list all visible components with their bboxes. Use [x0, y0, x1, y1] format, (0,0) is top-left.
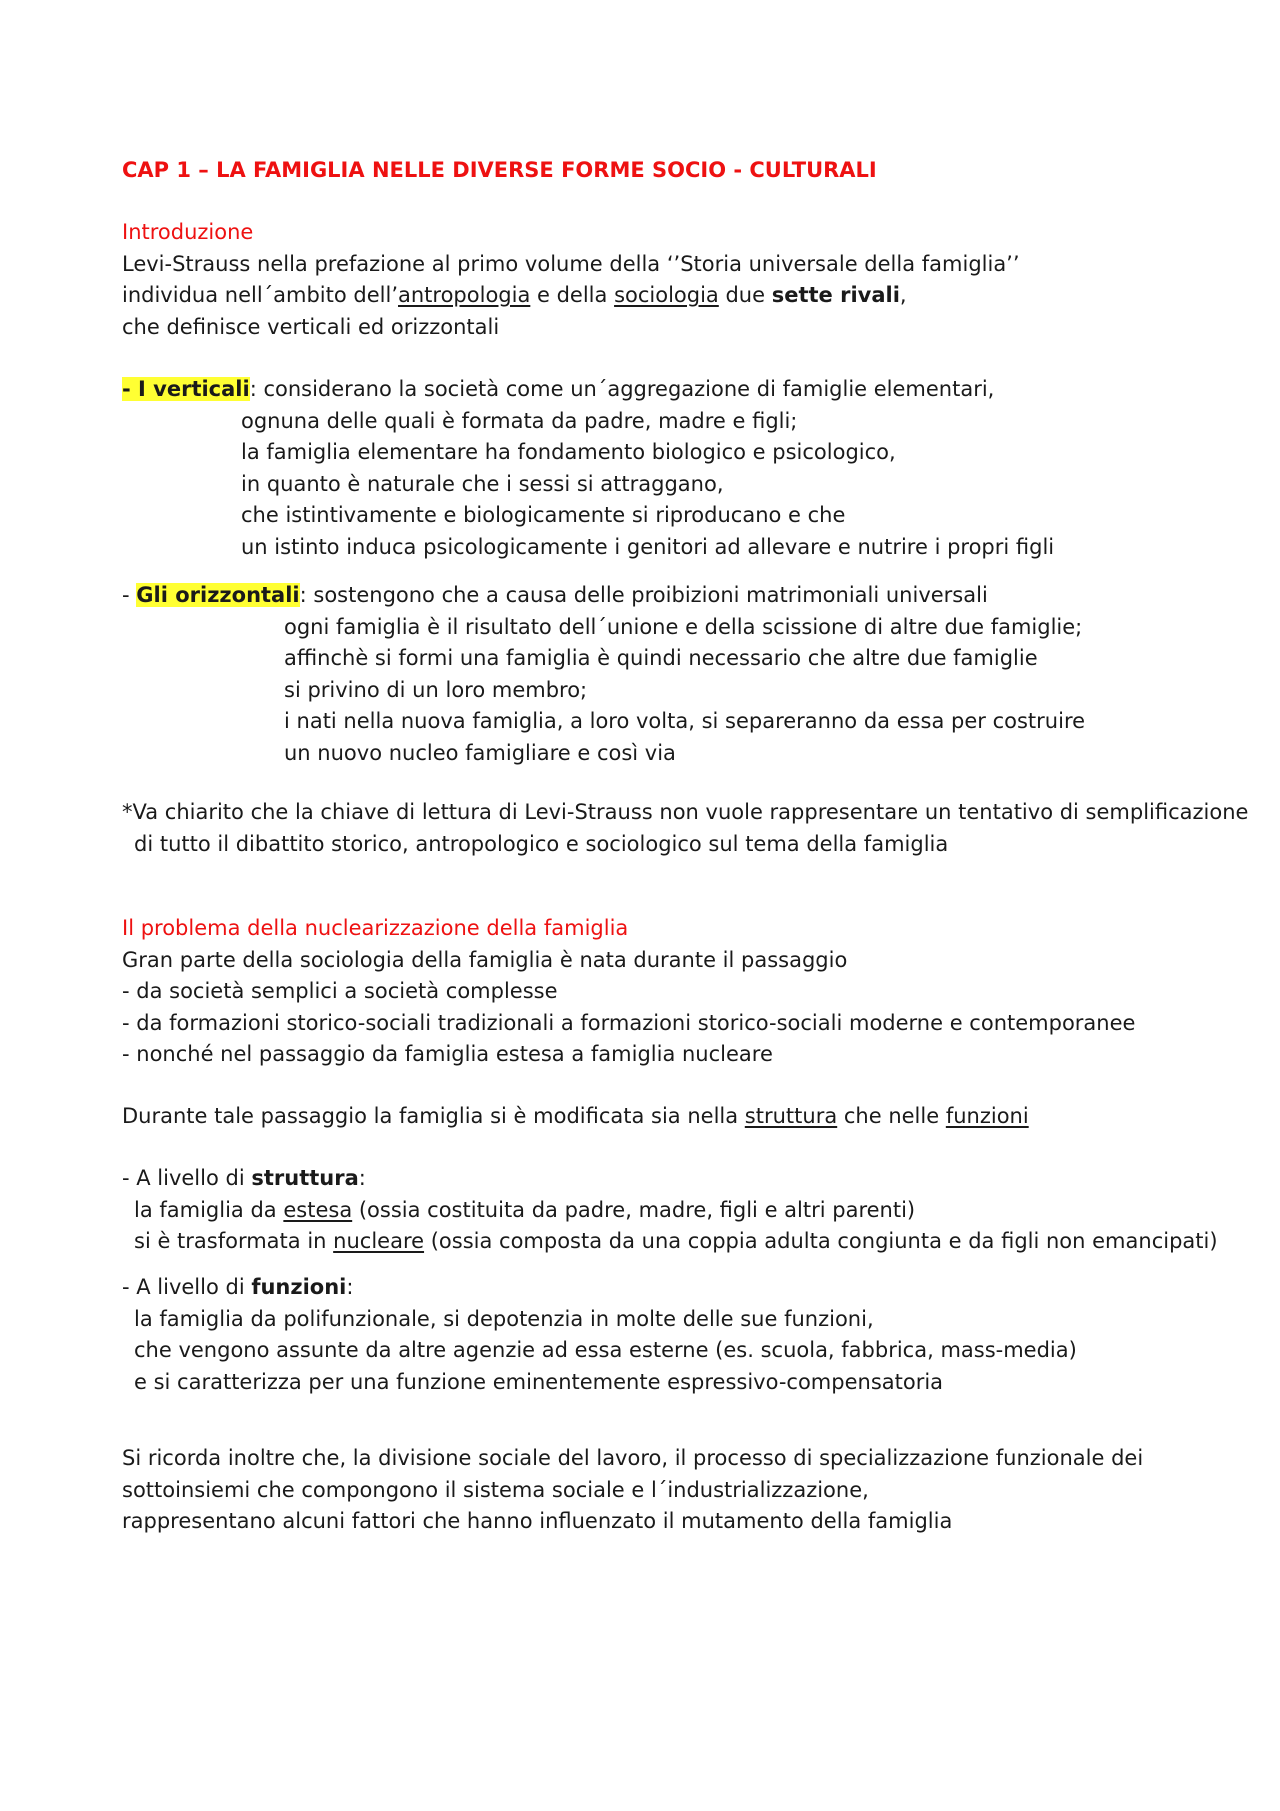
note-line: *Va chiarito che la chiave di lettura di Levi-Strauss non vuole rappresentare un tentativo di semplificazione [122, 800, 1249, 824]
funzioni-line [122, 1272, 1077, 1304]
orizzontali-line: si privino di un loro membro; [284, 677, 588, 702]
orizzontali-line [122, 580, 1085, 612]
struttura-line [122, 1163, 1218, 1195]
struttura-block [122, 1163, 1218, 1258]
transition-text [122, 1101, 1029, 1133]
text-run: - A livello di [122, 1275, 252, 1299]
closing-line: Si ricorda inoltre che, la divisione sociale del lavoro, il processo di specializzazione funzionale dei [122, 1446, 1144, 1470]
funzioni-line: e si caratterizza per una funzione eminentemente espressivo-compensatoria [134, 1369, 944, 1394]
verticali-label: - I verticali [122, 377, 250, 401]
intro-line: Levi-Strauss nella prefazione al primo volume della ‘’Storia universale della famiglia’’ [122, 251, 1020, 276]
section-line: Gran parte della sociologia della famiglia è nata durante il passaggio [122, 947, 848, 972]
note-line: di tutto il dibattito storico, antropologico e sociologico sul tema della famiglia [134, 831, 949, 856]
underlined-term: funzioni [945, 1104, 1029, 1128]
orizzontali-label: Gli orizzontali [136, 583, 300, 607]
text-run: - [122, 583, 137, 607]
chapter-title: CAP 1 – LA FAMIGLIA NELLE DIVERSE FORME SOCIO - CULTURALI [122, 158, 877, 182]
orizzontali-line: affinchè si formi una famiglia è quindi necessario che altre due famiglie [284, 646, 1038, 670]
text-run: (ossia composta da una coppia adulta congiunta e da figli non emancipati) [424, 1229, 1218, 1253]
text-run: individua nell´ambito dell’ [122, 283, 398, 307]
underlined-term: antropologia [398, 283, 531, 307]
verticali-line: ognuna delle quali è formata da padre, madre e figli; [241, 408, 798, 433]
text-run: : [346, 1275, 354, 1299]
text-run: che nelle [837, 1104, 946, 1128]
note-block [122, 797, 1248, 860]
section-line: - nonché nel passaggio da famiglia estesa a famiglia nucleare [122, 1042, 773, 1066]
orizzontali-line: i nati nella nuova famiglia, a loro volta, si separeranno da essa per costruire [284, 709, 1086, 733]
verticali-line: che istintivamente e biologicamente si riproducano e che [241, 503, 846, 527]
closing-block [122, 1443, 1143, 1538]
verticali-line [122, 374, 1054, 406]
intro-heading: Introduzione [122, 220, 254, 244]
bold-term: struttura [251, 1166, 359, 1190]
text-run: Durante tale passaggio la famiglia si è modificata sia nella [122, 1104, 745, 1128]
text-run: la famiglia da [134, 1197, 284, 1222]
text-run: si è trasformata in [134, 1229, 334, 1253]
text-run: , [899, 283, 907, 307]
underlined-term: struttura [744, 1104, 838, 1128]
text-run: : sostengono che a causa delle proibizioni matrimoniali universali [299, 583, 988, 607]
text-run: : [358, 1166, 366, 1190]
orizzontali-block [122, 580, 1085, 769]
struttura-line [122, 1195, 1218, 1227]
bold-term: funzioni [251, 1275, 347, 1299]
orizzontali-line: un nuovo nucleo famigliare e così via [284, 740, 676, 765]
text-run: (ossia costituita da padre, madre, figli e altri parenti) [352, 1197, 916, 1222]
text-run: : considerano la società come un´aggregazione di famiglie elementari, [249, 377, 995, 401]
section-line: - da formazioni storico-sociali tradizionali a formazioni storico-sociali moderne e contemporanee [122, 1010, 1136, 1035]
section-heading: Il problema della nuclearizzazione della famiglia [122, 916, 629, 940]
struttura-line [122, 1226, 1218, 1258]
text-run: due [718, 283, 772, 307]
underlined-term: estesa [283, 1197, 353, 1222]
text-run: e della [530, 283, 615, 307]
underlined-term: sociologia [614, 283, 719, 307]
nuclearization-section [122, 913, 1135, 1071]
verticali-line: un istinto induca psicologicamente i genitori ad allevare e nutrire i propri figli [241, 534, 1055, 559]
verticali-block [122, 374, 1054, 563]
intro-line: che definisce verticali ed orizzontali [122, 314, 500, 339]
bold-term: sette rivali [771, 283, 900, 307]
intro-line [122, 280, 1020, 312]
closing-line: sottoinsiemi che compongono il sistema sociale e l´industrializzazione, [122, 1477, 869, 1502]
text-run: - A livello di [122, 1166, 252, 1190]
funzioni-line: che vengono assunte da altre agenzie ad essa esterne (es. scuola, fabbrica, mass-media) [134, 1338, 1077, 1362]
funzioni-block [122, 1272, 1077, 1398]
verticali-line: in quanto è naturale che i sessi si attraggano, [241, 471, 724, 496]
verticali-line: la famiglia elementare ha fondamento biologico e psicologico, [241, 440, 896, 464]
transition-line [122, 1101, 1029, 1133]
funzioni-line: la famiglia da polifunzionale, si depotenzia in molte delle sue funzioni, [134, 1306, 874, 1331]
orizzontali-line: ogni famiglia è il risultato dell´unione e della scissione di altre due famiglie; [284, 614, 1083, 639]
closing-line: rappresentano alcuni fattori che hanno influenzato il mutamento della famiglia [122, 1509, 953, 1533]
section-line: - da società semplici a società complesse [122, 979, 558, 1003]
underlined-term: nucleare [333, 1229, 425, 1253]
intro-section [122, 217, 1020, 343]
